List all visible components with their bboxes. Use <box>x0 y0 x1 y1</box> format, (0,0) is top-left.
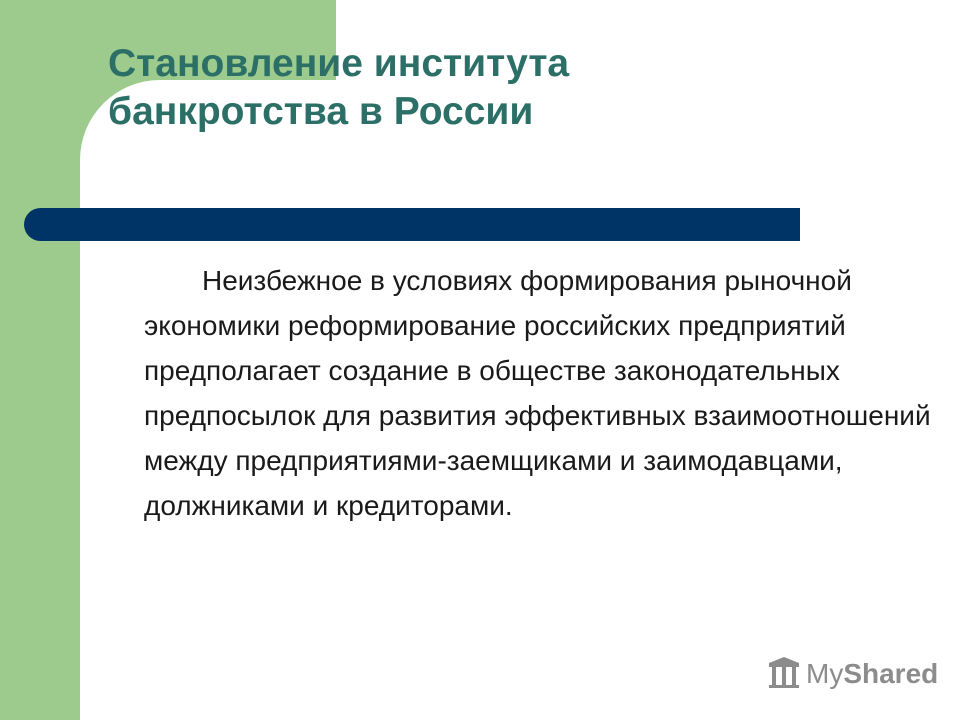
myshared-wordmark: MyShared <box>806 658 939 689</box>
slide-title <box>108 40 908 136</box>
title-line-2: банкротства в России <box>108 90 534 133</box>
title-line-1: Становление института <box>108 42 570 85</box>
myshared-logo-icon <box>766 656 802 692</box>
slide-body-text: Неизбежное в условиях формирования рыночной экономики реформирование российских предприятий предполагает создание в обществе законодательных предпосылок для развития эффективных взаимоотношений между предприятиями-заемщиками и заимодавцами, должниками и кредиторами. <box>144 265 931 521</box>
green-side-strip <box>0 0 80 720</box>
title-underline-bar <box>24 208 800 241</box>
myshared-watermark <box>766 656 938 692</box>
